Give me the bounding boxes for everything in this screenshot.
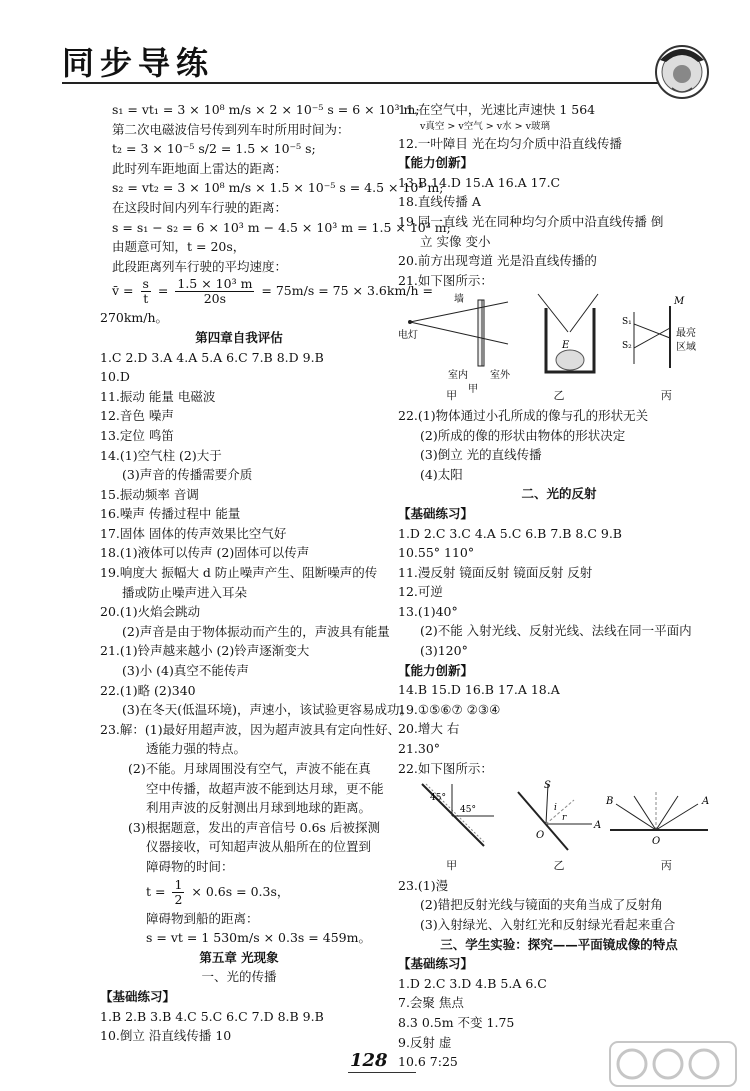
answer-line: 1.D 2.C 3.D 4.B 5.A 6.C [398, 975, 547, 991]
label-jia: 甲 [468, 384, 478, 396]
answer-line: (3)在冬天(低温环境)，声速小，该试验更容易成功。 [122, 702, 412, 718]
formula-text: t = [146, 883, 166, 899]
light-ray [410, 302, 508, 322]
answer-line: 19.响度大 振幅大 d 防止噪声产生、阻断噪声的传 [100, 565, 378, 581]
caption-jia: 甲 [446, 859, 458, 873]
answer-line: 21.30° [398, 741, 441, 757]
answer-line: 1.D 2.C 3.C 4.A 5.C 6.B 7.B 8.C 9.B [398, 525, 622, 541]
light-ray [410, 322, 508, 344]
normal-line [546, 800, 574, 824]
caption-yi: 乙 [553, 389, 565, 403]
answer-line: 13.(1)40° [398, 603, 458, 619]
formula-text: = 75m/s = 75 × 3.6km/h = [261, 283, 434, 299]
answer-line: 14.(1)空气柱 (2)大于 [100, 447, 222, 463]
label-a: A [702, 796, 710, 808]
answer-line: 21.如下图所示： [398, 272, 493, 288]
label-i: i [554, 803, 557, 814]
label-brightest: 最亮 [676, 328, 696, 340]
answer-line: 20.增大 右 [398, 721, 460, 737]
answer-line: 12.音色 噪声 [100, 408, 174, 424]
answer-line: 19.同一直线 光在同种均匀介质中沿直线传播 倒 [398, 213, 664, 229]
answer-line: 22.(1)物体通过小孔所成的像与孔的形状无关 [398, 407, 649, 423]
solution-line: 此段距离列车行驶的平均速度： [112, 258, 288, 274]
answer-line: 10.55° 110° [398, 545, 475, 561]
label-lamp: 电灯 [398, 330, 418, 342]
section-heading: 一、光的传播 [201, 969, 277, 985]
header-divider [62, 82, 662, 84]
answer-line: 18.(1)液体可以传声 (2)固体可以传声 [100, 545, 310, 561]
answer-line: 1.C 2.D 3.A 4.A 5.A 6.C 7.B 8.D 9.B [100, 349, 324, 365]
answer-line: (2)不能。月球周围没有空气，声波不能在真 [128, 761, 371, 776]
chapter-4-heading: 第四章自我评估 [195, 329, 283, 345]
fraction [172, 878, 184, 907]
answer-line: 17.固体 固体的传声效果比空气好 [100, 525, 287, 541]
label-indoor: 室内 [448, 370, 468, 382]
answer-line: 11.在空气中，光速比声速快 1 564 [398, 102, 596, 117]
fraction-numerator: 1 [174, 876, 183, 892]
solution-line: 270km/h。 [100, 310, 169, 326]
answer-line: (2)所成的像的形状由物体的形状决定 [420, 427, 626, 443]
label-wall: 墙 [454, 294, 464, 306]
caption-bing: 丙 [660, 859, 672, 873]
answer-line: (3)120° [420, 643, 468, 659]
label-outdoor: 室外 [490, 370, 510, 382]
answer-line: (3)倒立 光的直线传播 [420, 447, 542, 463]
formula-text: v̄ = [112, 283, 134, 299]
fraction-denominator: 2 [174, 891, 183, 907]
fraction-numerator: s [142, 276, 149, 292]
answer-line: (2)声音是由于物体振动而产生的，声波具有能量 [122, 623, 390, 639]
solution-line: s₂ = vt₂ = 3 × 10⁸ m/s × 1.5 × 10⁻⁵ s = 4.5 × 10³ m; [112, 180, 444, 196]
label-o: O [652, 836, 661, 848]
fraction-denominator: t [143, 291, 149, 307]
answer-line: 19.①⑤⑥⑦ ②③④ [398, 701, 501, 717]
answer-line: (3)声音的传播需要介质 [122, 467, 253, 483]
answer-line: 23.(1)漫 [398, 877, 449, 893]
answer-line: 12.可逆 [398, 584, 443, 600]
answer-line: 立 实像 变小 [420, 233, 491, 249]
page-number-underline [348, 1072, 416, 1073]
frog-shape [556, 350, 584, 370]
solution-line: 第二次电磁波信号传到列车时所用时间为： [112, 121, 350, 137]
answer-line: 10.6 7:25 [398, 1054, 458, 1070]
answer-line: 9.反射 虚 [398, 1034, 452, 1050]
label-angle: 45° [460, 805, 476, 816]
chapter-5-heading: 第五章 光现象 [199, 949, 279, 965]
formula-text: × 0.6s = 0.3s， [191, 883, 290, 899]
wall-shape [478, 300, 484, 366]
solution-line: s₁ = vt₁ = 3 × 10⁸ m/s × 2 × 10⁻⁵ s = 6 × 10³ m; [112, 102, 420, 117]
answer-line: 13.B 14.D 15.A 16.A 17.C [398, 174, 561, 190]
answer-line: 11.振动 能量 电磁波 [100, 388, 216, 404]
light-ray [656, 796, 678, 830]
label-s2: S₂ [622, 341, 632, 352]
answer-line: 20.前方出现弯道 光是沿直线传播的 [398, 253, 597, 269]
right-column [398, 100, 720, 1072]
exercise-tag: 【基础练习】 [398, 505, 474, 521]
answer-line: 22.如下图所示： [398, 760, 493, 776]
time-formula [100, 877, 378, 909]
caption-bing: 丙 [660, 389, 672, 403]
label-b: B [606, 796, 614, 808]
label-region: 区域 [676, 342, 696, 354]
formula-text: = [157, 283, 169, 299]
solution-line: 此时列车距地面上雷达的距离： [112, 160, 288, 176]
answer-line: 15.振动频率 音调 [100, 486, 199, 502]
light-ray [656, 804, 698, 830]
solution-line: t₂ = 3 × 10⁻⁵ s/2 = 1.5 × 10⁻⁵ s; [112, 141, 316, 157]
solution-line: s = s₁ − s₂ = 6 × 10³ m − 4.5 × 10³ m = 1.5 × 10³ m; [112, 219, 451, 235]
lamp-point [408, 320, 412, 324]
label-e: E [562, 340, 570, 352]
label-r: r [562, 813, 567, 824]
light-ray [538, 294, 568, 332]
page-number: 128 [350, 1050, 388, 1071]
fraction [141, 277, 151, 306]
answer-line: 10.D [100, 369, 130, 385]
exercise-tag: 【能力创新】 [398, 662, 474, 678]
light-ray [634, 796, 656, 830]
answer-line: 10.倒立 沿直线传播 10 [100, 1028, 232, 1044]
answer-line: 20.(1)火焰会跳动 [100, 604, 201, 620]
answer-line: (3)入射绿光、入射红光和反射绿光看起来重合 [420, 917, 676, 932]
answer-line: (2)不能 入射光线、反射光线、法线在同一平面内 [420, 623, 692, 639]
label-a: A [594, 820, 602, 832]
brand-logo-icon [650, 38, 714, 102]
answer-line: 8.3 0.5m 不变 1.75 [398, 1014, 515, 1030]
answer-line: 7.会聚 焦点 [398, 995, 464, 1011]
answer-line: v真空 > v空气 > v水 > v玻璃 [420, 120, 550, 132]
watermark-logo-icon [608, 1040, 738, 1088]
exercise-tag: 【基础练习】 [398, 956, 474, 972]
exercise-tag: 【基础练习】 [100, 988, 176, 1004]
answer-line: 障碍物到船的距离： [146, 910, 259, 926]
solution-line: 由题意可知，t = 20s， [112, 239, 246, 255]
label-angle: 45° [430, 793, 446, 804]
exercise-tag: 【能力创新】 [398, 155, 474, 171]
label-m: M [674, 296, 685, 308]
answer-line: 22.(1)略 (2)340 [100, 682, 196, 698]
fraction [175, 277, 254, 306]
answer-line: (3)小 (4)真空不能传声 [122, 663, 249, 679]
caption-jia: 甲 [446, 389, 458, 403]
answer-line: 13.定位 鸣笛 [100, 427, 174, 443]
figure-21-captions [398, 386, 720, 406]
answer-line: 18.直线传播 A [398, 194, 481, 210]
figure-22-reflection [398, 780, 720, 854]
section-heading: 二、光的反射 [521, 486, 597, 502]
answer-line: 14.B 15.D 16.B 17.A 18.A [398, 682, 560, 698]
speed-formula [100, 276, 434, 308]
answer-line: 16.噪声 传播过程中 能量 [100, 506, 241, 522]
figure-22-captions [398, 856, 720, 876]
answer-line: 透能力强的特点。 [146, 741, 247, 757]
answer-line: (3)根据题意，发出的声音信号 0.6s 后被探测 [128, 819, 380, 835]
answer-line: 仪器接收，可知超声波从船所在的位置到 [146, 839, 372, 855]
answer-line: 11.漫反射 镜面反射 镜面反射 反射 [398, 564, 593, 580]
fraction-denominator: 20s [203, 291, 227, 307]
answer-line: (2)错把反射光线与镜面的夹角当成了反射角 [420, 897, 663, 913]
label-s: S [544, 780, 551, 792]
page-title: 同步导练 [62, 44, 215, 82]
section-heading: 三、学生实验：探究——平面镜成像的特点 [440, 936, 678, 952]
label-o: O [536, 830, 545, 842]
light-ray [616, 804, 656, 830]
answer-line: s = vt = 1 530m/s × 0.3s = 459m。 [146, 930, 371, 946]
answer-line: 12.一叶障目 光在均匀介质中沿直线传播 [398, 135, 622, 151]
answer-line: 1.B 2.B 3.B 4.C 5.C 6.C 7.D 8.B 9.B [100, 1008, 324, 1024]
figure-21-light-propagation [398, 292, 720, 396]
answer-line: 空中传播，故超声波不能到达月球，更不能 [146, 780, 384, 796]
answer-line: 21.(1)铃声越来越小 (2)铃声逐渐变大 [100, 643, 310, 659]
answer-line: (4)太阳 [420, 466, 463, 482]
solution-line: 在这段时间内列车行驶的距离： [112, 199, 288, 215]
mirror-line [518, 792, 568, 850]
fraction-numerator: 1.5 × 10³ m [177, 276, 253, 292]
label-s1: S₁ [622, 317, 632, 328]
answer-line: 播或防止噪声进入耳朵 [122, 584, 248, 600]
answer-line: 23.解：(1)最好用超声波，因为超声波具有定向性好、 [100, 721, 401, 737]
caption-yi: 乙 [553, 859, 565, 873]
answer-line: 障碍物的时间： [146, 858, 234, 874]
answer-line: 利用声波的反射测出月球到地球的距离。 [146, 800, 372, 816]
